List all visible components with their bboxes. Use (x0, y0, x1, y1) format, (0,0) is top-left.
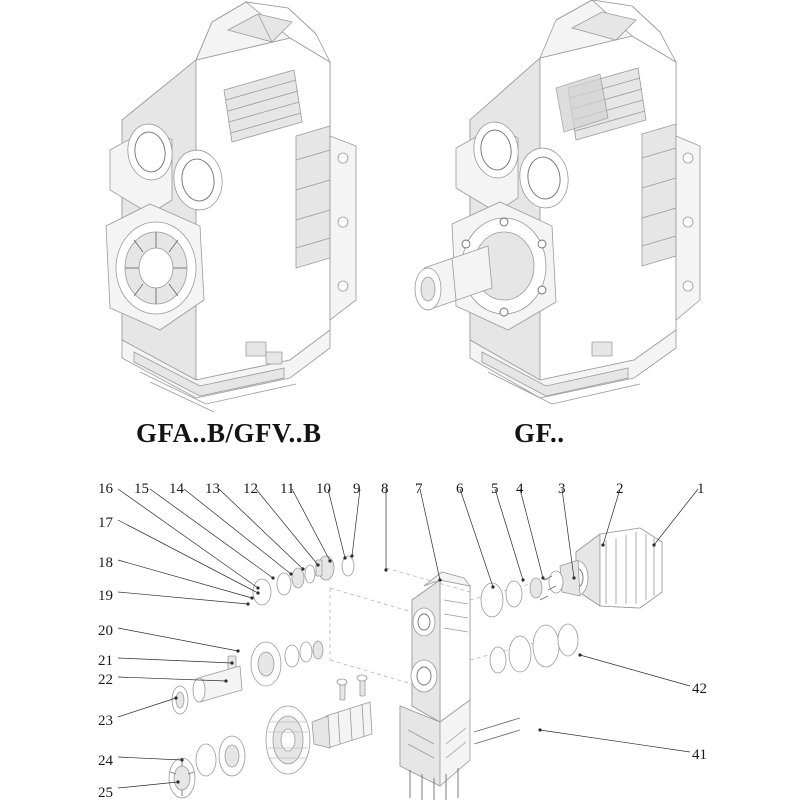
callout-number: 12 (243, 481, 258, 497)
callout-number: 16 (98, 481, 113, 497)
callout-number: 25 (98, 785, 113, 801)
callout-number: 2 (616, 481, 624, 497)
callout-number: 4 (516, 481, 524, 497)
callout-number: 41 (692, 747, 707, 763)
callout-number: 20 (98, 623, 113, 639)
callout-number: 13 (205, 481, 220, 497)
callout-number: 15 (134, 481, 149, 497)
callout-number: 9 (353, 481, 361, 497)
callout-number: 22 (98, 672, 113, 688)
callout-number: 24 (98, 753, 113, 769)
callout-number: 6 (456, 481, 464, 497)
callout-number: 1 (697, 481, 705, 497)
callout-number: 23 (98, 713, 113, 729)
exploded-assembly-drawing (169, 528, 662, 800)
callout-number: 42 (692, 681, 707, 697)
callout-number: 17 (98, 515, 113, 531)
callout-number: 19 (98, 588, 113, 604)
callout-number: 21 (98, 653, 113, 669)
caption-left: GFA..B/GFV..B (136, 418, 322, 448)
callout-number: 7 (415, 481, 423, 497)
callout-number: 3 (558, 481, 566, 497)
callout-number: 11 (280, 481, 295, 497)
callout-number: 8 (381, 481, 389, 497)
callout-number: 14 (169, 481, 184, 497)
callout-number: 18 (98, 555, 113, 571)
callout-number: 5 (491, 481, 499, 497)
callout-number: 10 (316, 481, 331, 497)
caption-right: GF.. (514, 418, 565, 448)
